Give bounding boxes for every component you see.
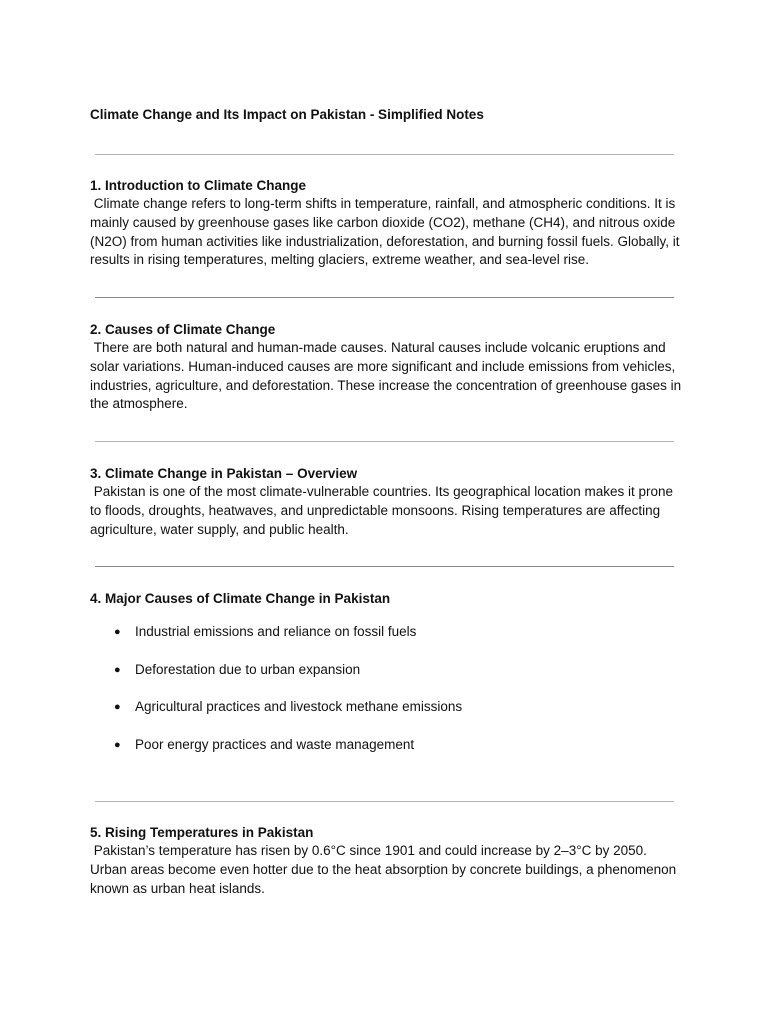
section-heading: 5. Rising Temperatures in Pakistan: [90, 825, 314, 840]
list-item: [90, 698, 684, 736]
section-major-causes-pakistan: [90, 589, 684, 773]
bullet-icon: ●: [114, 738, 121, 751]
causes-bullet-list: [90, 623, 684, 773]
section-heading: 1. Introduction to Climate Change: [90, 178, 307, 193]
list-item: [90, 736, 684, 774]
list-item-text: Agricultural practices and livestock methane emissions: [135, 699, 463, 715]
section-divider: [95, 801, 674, 802]
bullet-icon: ●: [114, 626, 121, 638]
section-divider: [95, 441, 674, 442]
list-item-text: Deforestation due to urban expansion: [135, 661, 361, 677]
section-body: Pakistan is one of the most climate-vulnerable countries. Its geographical location makes it prone to floods, droughts, heatwaves, and unpredictable monsoons. Rising temperatures are affecting agriculture, water supply, and public health.: [90, 484, 677, 537]
list-item-text: Industrial emissions and reliance on fossil fuels: [135, 624, 417, 639]
list-item: [90, 661, 684, 699]
section-body: Pakistan’s temperature has risen by 0.6°C since 1901 and could increase by 2–3°C by 2050. Urban areas become even hotter due to the heat absorption by concrete buildings, a phenomenon known as urban heat islands.: [90, 843, 680, 896]
list-item: [90, 623, 684, 661]
section-pakistan-overview: [90, 464, 684, 539]
bullet-icon: ●: [114, 701, 121, 714]
section-heading: 4. Major Causes of Climate Change in Pakistan: [90, 591, 391, 606]
section-causes: [90, 320, 684, 414]
section-divider: [95, 566, 674, 567]
section-body: Climate change refers to long-term shifts in temperature, rainfall, and atmospheric conditions. It is mainly caused by greenhouse gases like carbon dioxide (CO2), methane (CH4), and nitrous oxide (N2O) from human activities like industrialization, deforestation, and burning fossil fuels. Globally, it results in rising temperatures, melting glaciers, extreme weather, and sea-level rise.: [90, 196, 684, 268]
section-divider: [95, 297, 674, 298]
list-item-text: Poor energy practices and waste management: [135, 736, 415, 752]
bullet-icon: ●: [114, 663, 121, 676]
document-title: Climate Change and Its Impact on Pakistan - Simplified Notes: [90, 107, 484, 122]
section-heading: 2. Causes of Climate Change: [90, 322, 276, 337]
section-introduction: [90, 176, 684, 270]
section-divider: [95, 154, 674, 155]
section-rising-temperatures: [90, 823, 684, 898]
section-body: There are both natural and human-made causes. Natural causes include volcanic eruptions and solar variations. Human-induced causes are more significant and include emissions from vehicles, industries, agriculture, and deforestation. These increase the concentration of greenhouse gases in the atmosphere.: [90, 340, 685, 412]
section-heading: 3. Climate Change in Pakistan – Overview: [90, 466, 358, 481]
